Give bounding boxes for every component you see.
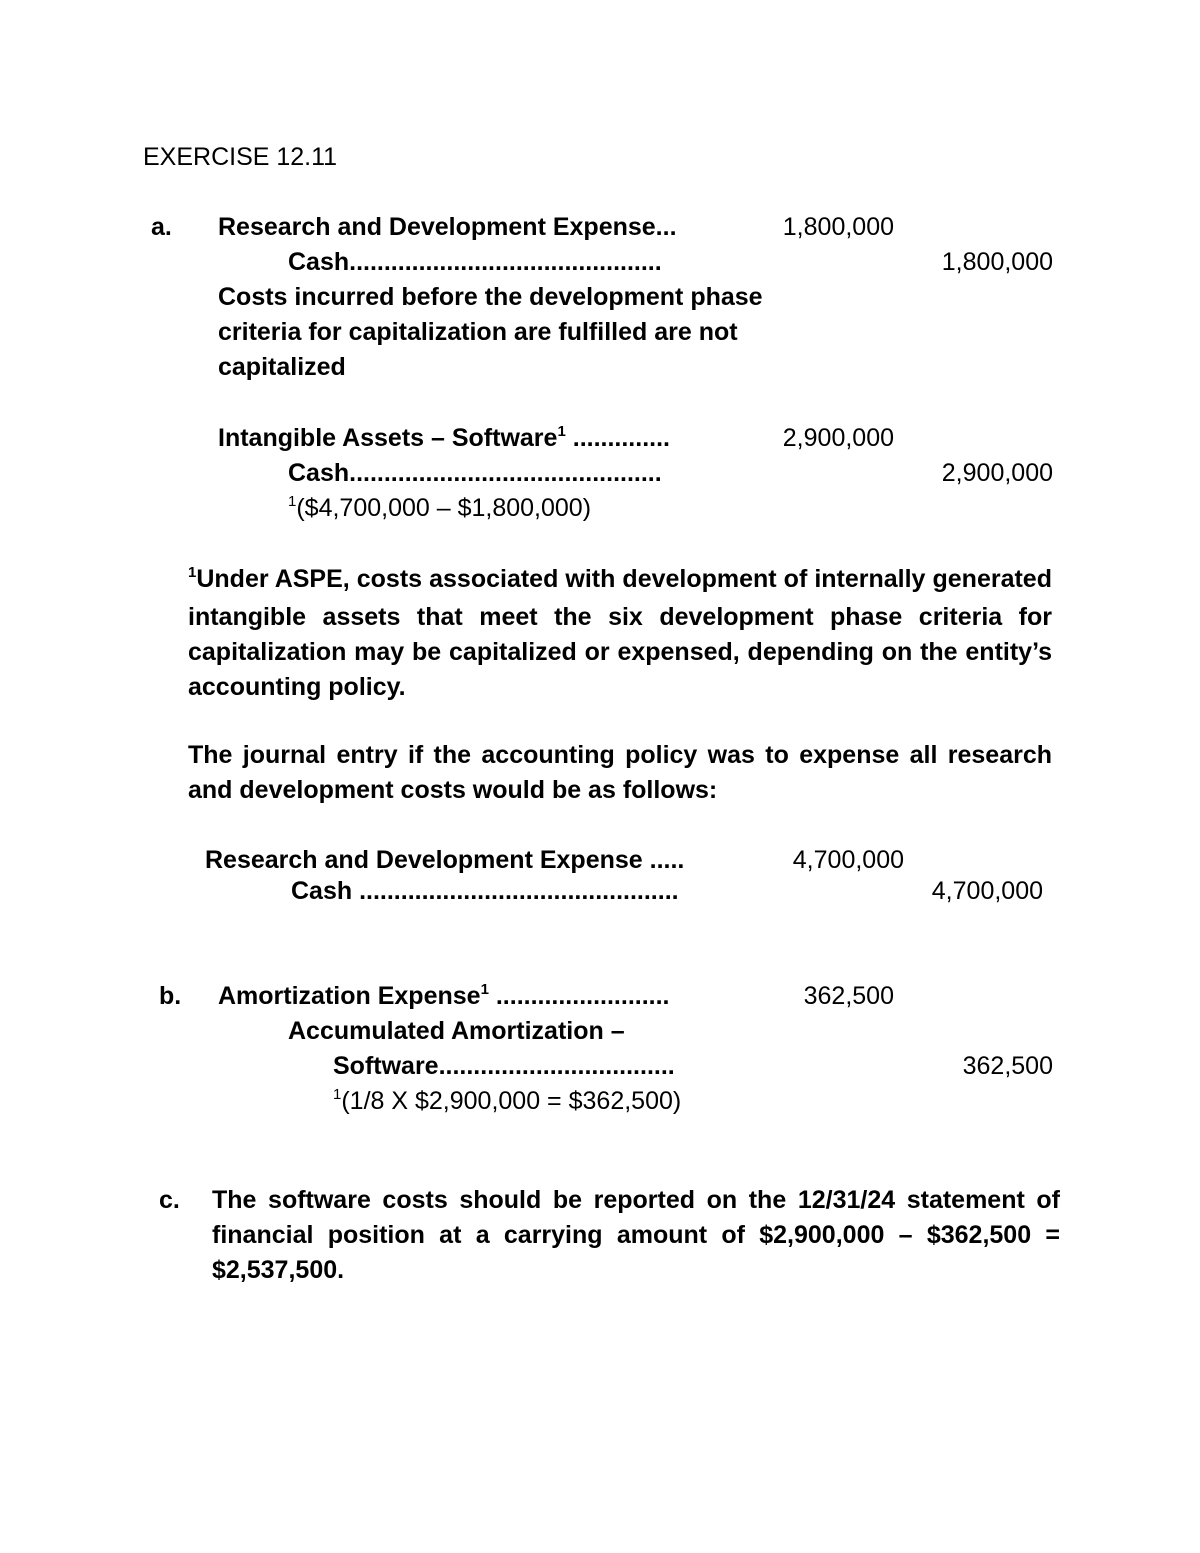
entry2-calculation: ($4,700,000 – $1,800,000) — [296, 494, 592, 522]
entry3-debit-amount: 4,700,000 — [792, 846, 904, 874]
entry2-debit-amount: 2,900,000 — [782, 424, 894, 452]
entry2-calculation-line — [288, 491, 591, 529]
entry2-debit-account-line — [218, 421, 670, 459]
part-b-calc-superscript: 1 — [333, 1086, 342, 1103]
entry1-note-line1: Costs incurred before the development phase — [218, 283, 763, 311]
part-b-debit-amount: 362,500 — [803, 982, 894, 1010]
entry1-credit-amount: 1,800,000 — [941, 248, 1053, 276]
alternative-entry-intro: The journal entry if the accounting policy was to expense all research and development costs would be as follows: — [188, 741, 1052, 804]
part-b-credit-account-line2: Software.................................. — [333, 1052, 675, 1080]
part-c-text: The software costs should be reported on the 12/31/24 statement of financial position at a carrying amount of $2,900,000 – $362,500 = $2,537,500. — [212, 1186, 1060, 1284]
part-b-debit-superscript: 1 — [480, 981, 489, 998]
part-b-label: b. — [159, 982, 182, 1010]
entry1-credit-account: Cash............................................. — [288, 248, 662, 276]
aspe-footnote — [188, 562, 1052, 705]
part-b-debit-line — [218, 979, 670, 1017]
entry1-note-line3: capitalized — [218, 353, 346, 381]
entry1-debit-account: Research and Development Expense... — [218, 213, 677, 241]
part-b-debit-account: Amortization Expense — [218, 982, 481, 1010]
footnote-text: Under ASPE, costs associated with development of internally generated intangible assets that meet the six development phase criteria for capitalization may be capitalized or expensed, depending on the entity’s accounting policy. — [188, 565, 1052, 701]
entry2-calc-superscript: 1 — [288, 493, 297, 510]
part-b-credit-account-line1: Accumulated Amortization – — [288, 1017, 625, 1045]
entry3-credit-amount: 4,700,000 — [931, 877, 1043, 905]
part-a-label: a. — [151, 213, 172, 241]
footnote-superscript: 1 — [188, 564, 197, 581]
part-c-label: c. — [159, 1186, 180, 1214]
part-b-calculation: (1/8 X $2,900,000 = $362,500) — [341, 1087, 682, 1115]
part-b-calculation-line — [333, 1084, 681, 1122]
entry3-credit-account: Cash .............................................. — [291, 877, 679, 905]
entry2-credit-amount: 2,900,000 — [941, 459, 1053, 487]
exercise-title: EXERCISE 12.11 — [143, 143, 338, 171]
entry2-debit-dots: .............. — [565, 424, 670, 452]
entry2-debit-superscript: 1 — [557, 423, 566, 440]
part-b-debit-dots: ......................... — [488, 982, 670, 1010]
entry1-note-line2: criteria for capitalization are fulfilled are not — [218, 318, 738, 346]
part-b-credit-amount: 362,500 — [962, 1052, 1053, 1080]
entry1-debit-amount: 1,800,000 — [782, 213, 894, 241]
entry2-debit-account: Intangible Assets – Software — [218, 424, 558, 452]
entry2-credit-account: Cash............................................. — [288, 459, 662, 487]
entry3-debit-account: Research and Development Expense ..... — [205, 846, 685, 874]
